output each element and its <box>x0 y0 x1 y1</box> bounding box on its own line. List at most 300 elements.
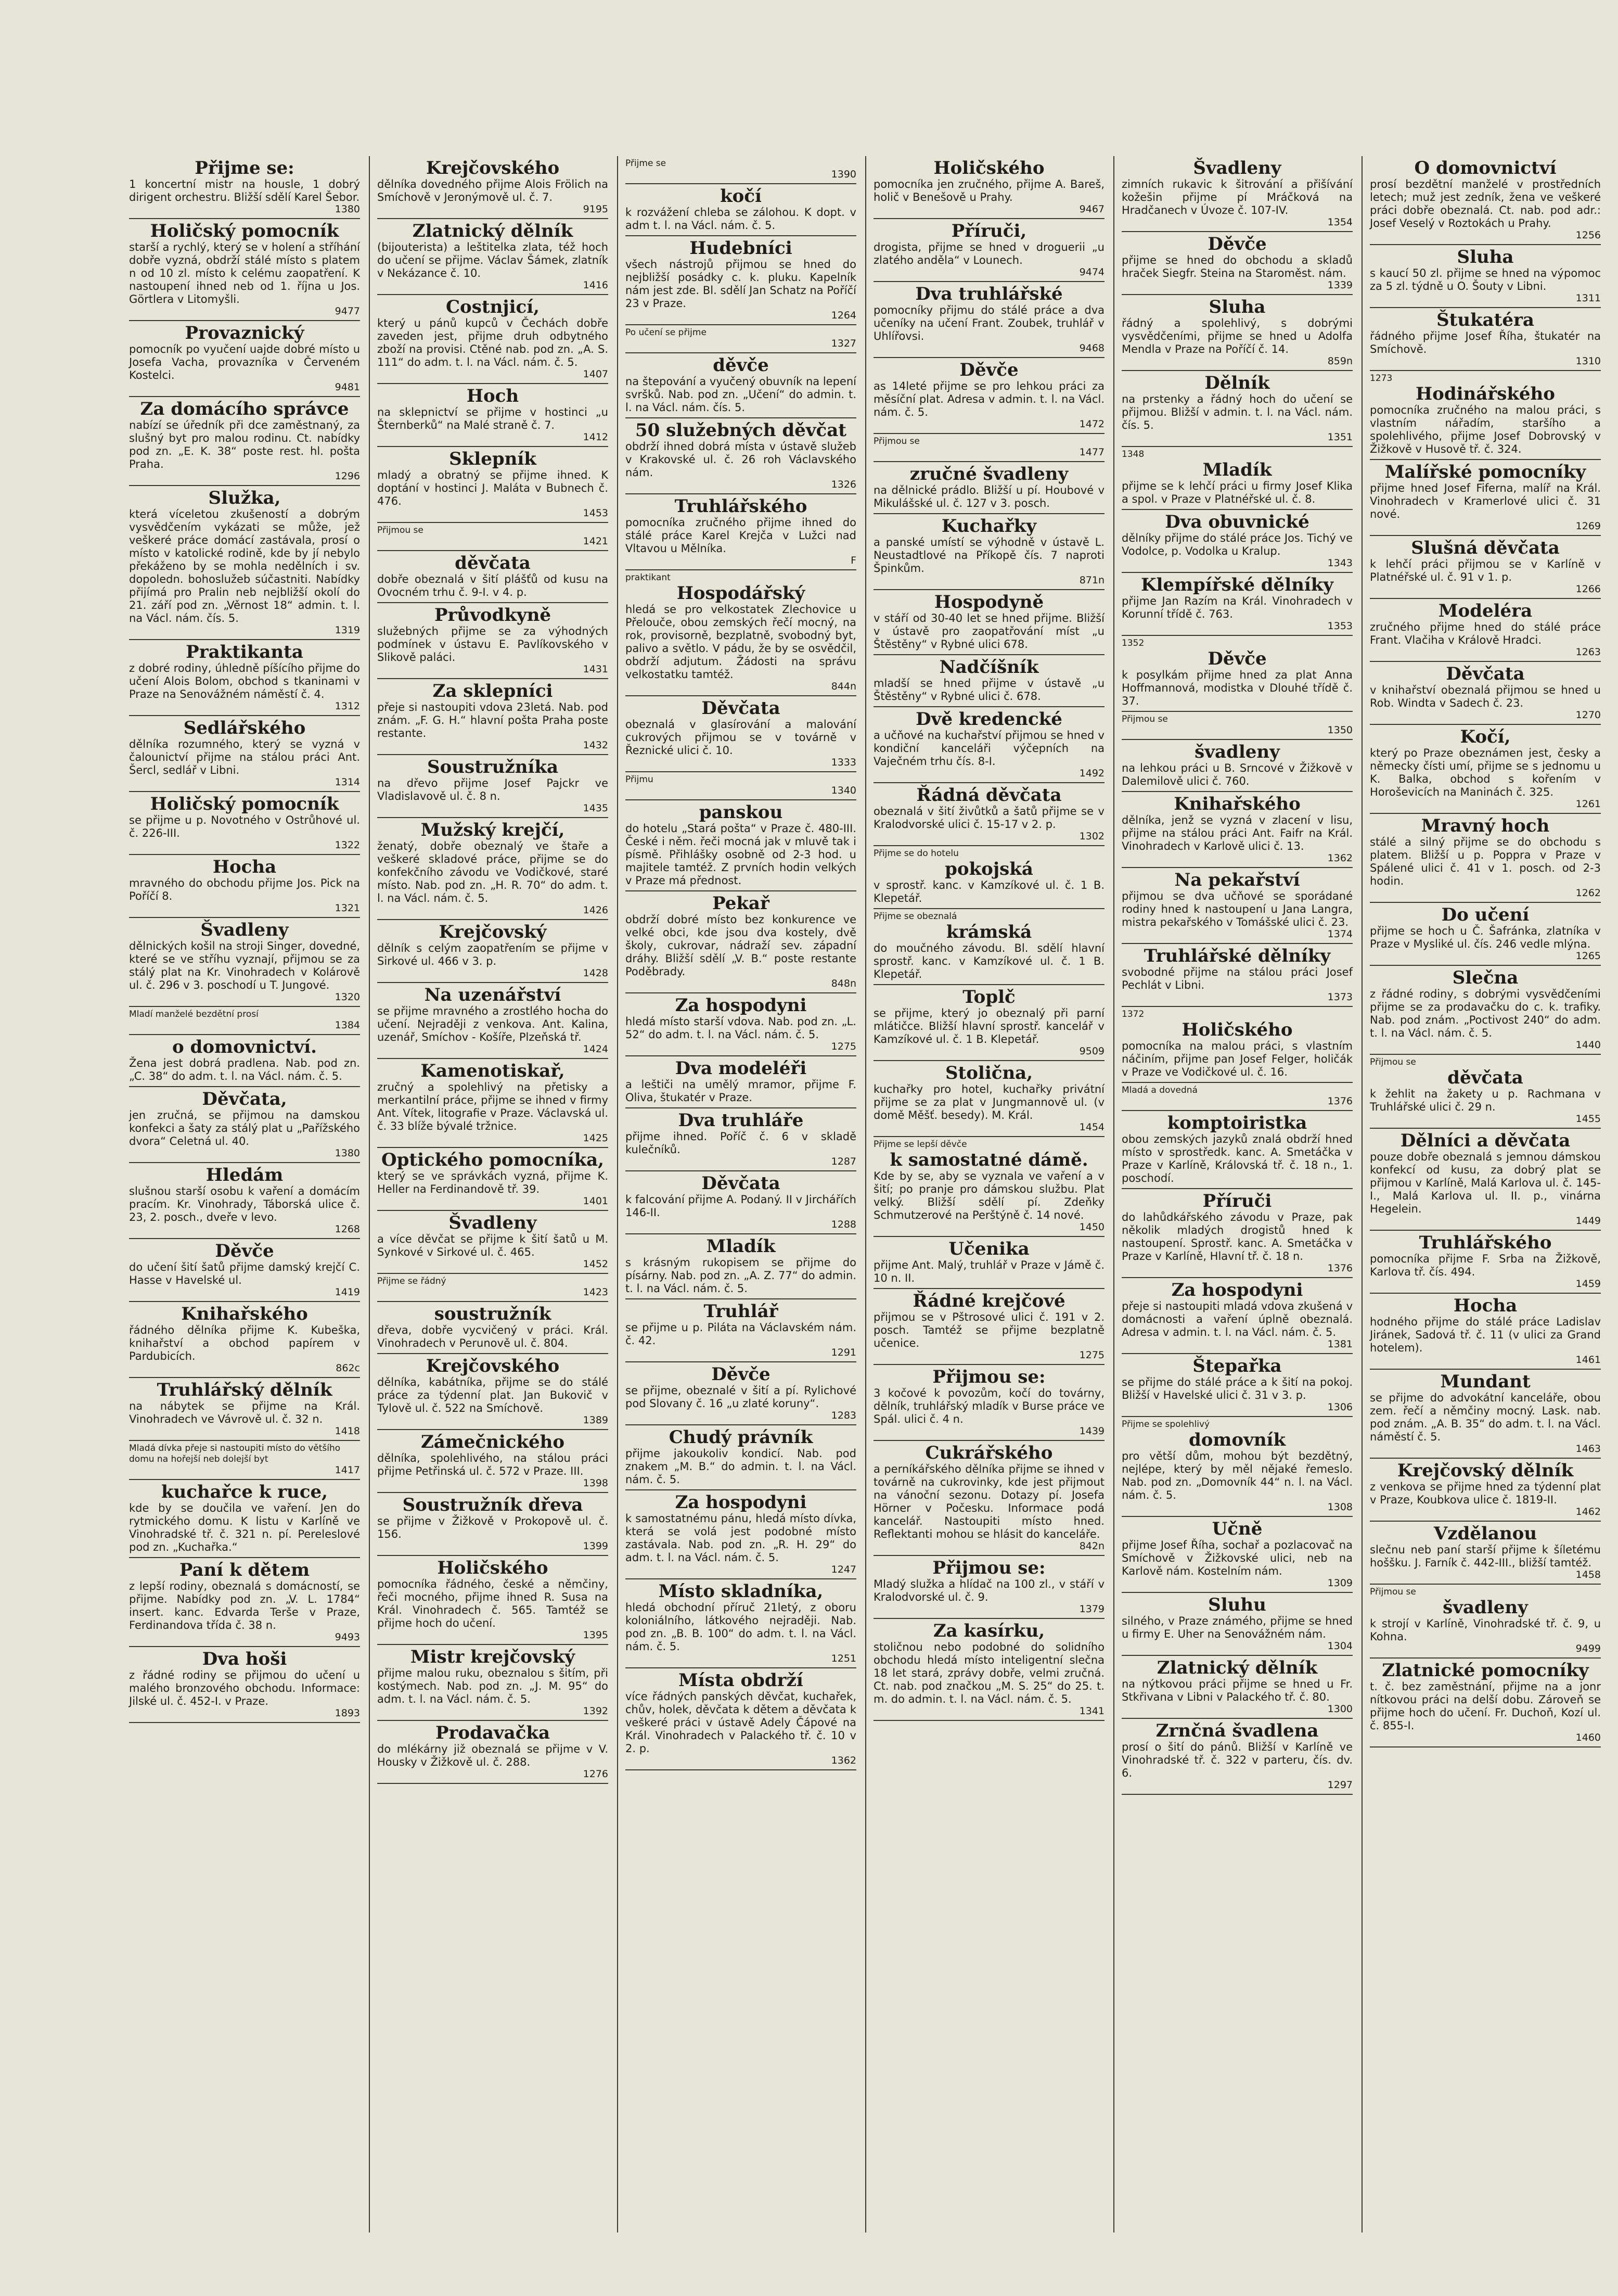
ad-body-text: k žehlit na žakety u p. Rachmana v Truhlářské ulici č. 29 n. <box>1370 1088 1601 1113</box>
classified-ad <box>377 983 608 1059</box>
classified-ad <box>377 1274 608 1302</box>
ad-number: 1265 <box>1575 950 1601 962</box>
classified-ad <box>129 156 360 219</box>
ad-number: 848n <box>831 978 856 989</box>
ad-kicker: Přijme se lepší děvče <box>874 1139 967 1150</box>
classified-ad <box>625 418 856 494</box>
ad-headline: Místa obdrží <box>678 1670 803 1691</box>
classified-ad <box>625 772 856 800</box>
ad-kicker: Přijme se spolehlivý <box>1122 1419 1210 1430</box>
ad-body-text: Žena jest dobrá pradlena. Nab. pod zn. „C. 38“ do adm. t. l. na Václ. nám. č. 5. <box>129 1057 360 1082</box>
ad-headline: Na uzenářství <box>424 985 561 1005</box>
classified-ad <box>874 358 1105 434</box>
ad-body-text: stálé a silný přijme se do obchodu s platem. Bližší u p. Poppra v Praze v Spálené ulici č. 41 v 1. posch. od 2-3 hodin. <box>1370 836 1601 887</box>
ad-number: 1304 <box>1327 1640 1353 1652</box>
ad-number: 844n <box>831 681 856 692</box>
ad-headline: Zrnčná švadlena <box>1155 1720 1319 1741</box>
ad-headline: Pekař <box>712 893 769 914</box>
classified-ad <box>1122 232 1353 295</box>
classified-ad <box>377 603 608 679</box>
ad-body-text: pomocníka řádného, české a němčiny, řeči mocného, přijme ihned R. Susa na Král. Vinohradech č. 565. Tamtéž se přijme hoch do učení. <box>377 1578 608 1629</box>
ad-headline: 50 služebných děvčat <box>635 420 846 441</box>
ad-headline: Děvče <box>215 1241 274 1261</box>
ad-headline: Mužský krejčí, <box>420 820 565 840</box>
ad-body-text: k posylkám přijme hned za plat Anna Hoffmannová, modistka v Dlouhé třídě č. 37. <box>1122 669 1353 707</box>
classified-ad <box>1370 245 1601 308</box>
ad-body-text: mladý a obratný se přijme ihned. K doptání v hostinci J. Malátа v Bubnech č. 476. <box>377 469 608 507</box>
ad-body-text: přeje si nastoupiti mladá vdova zkušená v domácnosti a vaření úplně obeznalá. Adresa v admin. t. l. na Václ. nám. č. 5. <box>1122 1300 1353 1338</box>
ad-number: 1439 <box>1079 1425 1105 1437</box>
ad-kicker: Přijmou se <box>874 436 920 447</box>
ad-headline: Mladík <box>1202 460 1272 480</box>
classified-ad <box>625 800 856 891</box>
ad-body-text: obeznalá v šití živůtků a šatů přijme se v Kralodvorské ulici č. 15-17 v 2. p. <box>874 805 1105 831</box>
ad-body-text: s kaucí 50 zl. přijme se hned na výpomoc za 5 zl. týdně u O. Šouty v Libni. <box>1370 267 1601 292</box>
ad-body-text: k rozvážení chleba se zálohou. K dopt. v adm t. l. na Václ. nám. č. 5. <box>625 206 856 232</box>
ad-headline: Praktikanta <box>186 642 303 662</box>
classified-ad <box>377 818 608 920</box>
ad-headline: Costnjicí, <box>446 297 540 317</box>
ad-headline: Služka, <box>208 488 281 508</box>
ad-body-text: dělnických košil na stroji Singer, dovedné, které se ve stříhu vyznají, přijmou se za stálý plat na Kr. Vinohradech v Kolárově ul. č. 296 v 3. poschodí u T. Jungové. <box>129 940 360 991</box>
ad-headline: Švadleny <box>448 1213 537 1233</box>
ad-body-text: na dřevo přijme Josef Pajckr ve Vladislavově ul. č. 8 n. <box>377 777 608 802</box>
ad-number: 1319 <box>335 624 360 636</box>
classified-ad <box>377 295 608 384</box>
classified-ad <box>1370 1459 1601 1522</box>
classified-ad <box>1122 740 1353 792</box>
ad-number: 1283 <box>831 1410 856 1421</box>
ad-number: 1311 <box>1575 292 1601 304</box>
ad-body-text: hledá obchodní příruč 21letý, z oboru koloniálního, látkového nejraději. Nab. pod zn. „B. B. 100“ do adm. t. l. na Václ. nám. č. 5. <box>625 1601 856 1653</box>
ad-headline: o domovnictví. <box>172 1037 317 1057</box>
ad-number: 9493 <box>335 1631 360 1643</box>
ad-body-text: dělníka rozumného, který se vyzná v čalounictví přijme na stálou práci Ant. Šercl, sedlář v Libni. <box>129 738 360 776</box>
ad-body-text: který se ve správkách vyzná, přijme K. Heller na Ferdinandově tř. 39. <box>377 1170 608 1195</box>
classified-ad <box>1122 1517 1353 1593</box>
ad-body-text: pomocníka zručného přijme ihned do stálé práce Karel Krejča v Lužci nad Vltavou u Mělníka. <box>625 516 856 555</box>
ad-number: 1426 <box>583 904 608 916</box>
ad-number: 1440 <box>1575 1039 1601 1051</box>
ad-body-text: hledá místo starší vdova. Nab. pod zn. „L. 52“ do adm. t. l. na Václ. nám. č. 5. <box>625 1015 856 1041</box>
ad-number: 1389 <box>583 1414 608 1426</box>
ad-body-text: a perníkářského dělníka přijme se ihned v továrně na cukrovinky, kde jest přijmout na vánoční sezonu. Dotazy pí. Josefa Hörner v Počesku. Informace podá kancelář. Nastoupiti místo hned. Reflektanti mohou se hlásit do kanceláře. <box>874 1463 1105 1540</box>
ad-body-text: obdrží dobré místo bez konkurence ve velké obci, kde jsou dva kostely, dvě školy, cukrovar, nádraží sev. západní dráhy. Bližší sdělí „V. B.“ poste restante Poděbrady. <box>625 913 856 978</box>
ad-number: F <box>851 555 856 566</box>
classified-ad <box>625 993 856 1056</box>
classified-ad <box>377 384 608 447</box>
ad-number: 1333 <box>831 757 856 768</box>
ad-number: 1380 <box>335 203 360 215</box>
ad-column <box>1366 156 1605 2233</box>
ad-number: 1425 <box>583 1132 608 1144</box>
ad-headline: Děvče <box>1208 234 1267 254</box>
ad-body-text: který u pánů kupců v Čechách dobře zaveden jest, přijme druh odbytného zboží na provisi. Ctěné nab. pod zn. „A. S. 111“ do adm. t. l. na Václ. nám. č. 5. <box>377 317 608 368</box>
ad-number: 1418 <box>335 1425 360 1437</box>
classified-ad <box>625 696 856 772</box>
ad-headline: Přijmou se: <box>932 1558 1046 1578</box>
ad-headline: Příruči, <box>951 221 1027 241</box>
ad-body-text: a více děvčat se přijme k šití šatů u M. Synkové v Sirkové ul. č. 465. <box>377 1233 608 1258</box>
classified-ad <box>377 920 608 983</box>
ad-headline: Hospodyně <box>934 592 1044 613</box>
ad-number: 1287 <box>831 1156 856 1167</box>
ad-body-text: pomocníka přijme F. Srba na Žižkově, Karlova tř. čís. 494. <box>1370 1253 1601 1278</box>
ad-number: 1306 <box>1327 1401 1353 1413</box>
classified-ad <box>1122 1278 1353 1354</box>
classified-ad <box>1122 1719 1353 1795</box>
ad-number: 1417 <box>335 1464 360 1476</box>
classified-ad <box>874 462 1105 514</box>
classified-ad <box>377 1645 608 1721</box>
ad-body-text: se přijme, obeznalé v šití a pí. Rylichové pod Slovany č. 16 „u zlaté koruny“. <box>625 1384 856 1410</box>
ad-headline: Za hospodyni <box>675 1492 807 1513</box>
classified-ad <box>1370 1294 1601 1370</box>
ad-body-text: přijmou se dva učňové se sporádané rodiny hned k nastoupení u Jana Langra, mistra pekařského v Tomášské ulici č. 23. <box>1122 890 1353 928</box>
ad-body-text: z venkova se přijme hned za týdenní plat v Praze, Koubkova ulice č. 1819-II. <box>1370 1481 1601 1506</box>
ad-number: 1270 <box>1575 709 1601 721</box>
ad-body-text: pomocníky přijmu do stálé práce a dva učeníky na učení Frant. Zoubek, truhlář v Uhlířovsi. <box>874 304 1105 342</box>
classified-ad <box>377 1148 608 1211</box>
classified-ad <box>1122 1354 1353 1417</box>
ad-body-text: všech nástrojů přijmou se hned do nejbližší posádky c. k. pluku. Kapelník nám jest zde. Bl. sdělí Jan Schatz na Poříčí 23 v Praze. <box>625 258 856 310</box>
ad-number: 1460 <box>1575 1732 1601 1743</box>
ad-number: 1392 <box>583 1705 608 1717</box>
classified-ad <box>625 891 856 993</box>
classified-ad <box>1370 1522 1601 1585</box>
ad-headline: Hocha <box>212 857 277 877</box>
classified-ad <box>1370 1585 1601 1659</box>
classified-ad <box>129 1378 360 1441</box>
ad-number: 9499 <box>1575 1643 1601 1654</box>
ad-number: 1351 <box>1327 431 1353 443</box>
classified-ad <box>874 1137 1105 1237</box>
classified-ad <box>1122 944 1353 1007</box>
ad-body-text: do učení šití šatů přijme damský krejčí C. Hasse v Havelské ul. <box>129 1261 360 1286</box>
ad-column <box>125 156 364 2233</box>
ad-headline: Švadleny <box>1193 158 1281 178</box>
classified-ad <box>625 1668 856 1770</box>
ad-body-text: přijme Josef Říha, sochař a pozlacovač na Smíchově v Žižkovské ulici, neb na Karlově nám. Kostelním nám. <box>1122 1539 1353 1577</box>
classified-ad <box>129 1480 360 1558</box>
ad-number: 1320 <box>335 991 360 1003</box>
ad-body-text: dělník s celým zaopatřením se přijme v Sirkové ul. 466 v 3. p. <box>377 942 608 967</box>
ad-headline: Sedlářského <box>183 718 306 738</box>
column-divider <box>369 156 370 2233</box>
ad-body-text: slečnu neb paní starší přijme k šíletému hoššku. J. Farník č. 442-III., bližší tamtéž. <box>1370 1544 1601 1569</box>
ad-headline: Dva truhláře <box>678 1110 804 1131</box>
ad-headline: Děvče <box>959 360 1019 380</box>
classified-ad <box>1122 1417 1353 1517</box>
ad-headline: Dělník <box>1204 373 1270 393</box>
ad-number: 1893 <box>335 1707 360 1719</box>
ad-headline: Zlatnický dělník <box>412 221 573 241</box>
classified-ad <box>625 236 856 325</box>
classified-ad <box>874 1061 1105 1137</box>
ad-headline: komptoiristka <box>1167 1113 1307 1133</box>
ad-body-text: jen zručná, se přijmou na damskou konfekci a šaty za stálý plat u „Pařížského dvora“ Celetná ul. 40. <box>129 1109 360 1147</box>
ad-body-text: v stáří od 30-40 let se hned přijme. Bližší v ústavě pro zaopatřování míst „u Štěstěny“ v Rybné ulici 678. <box>874 612 1105 650</box>
ad-body-text: t. č. bez zaměstnání, přijme na a jonr nítkovou práci na delší dobu. Zároveň se přijme hoch do učení. Fr. Duchoň, Kozí ul. č. 855-I. <box>1370 1680 1601 1732</box>
ad-number: 1300 <box>1327 1703 1353 1715</box>
ad-body-text: hodného přijme do stálé práce Ladislav Jiránek, Sadová tř. č. 11 (v ulici za Grand hotelem). <box>1370 1316 1601 1354</box>
ad-kicker: Přijmou se <box>377 525 423 535</box>
ad-headline: Toplč <box>962 987 1016 1007</box>
classified-ad <box>1122 1007 1353 1083</box>
ad-headline: krámská <box>946 922 1032 942</box>
classified-ad <box>129 1302 360 1378</box>
ad-headline: Přijmou se: <box>932 1367 1046 1387</box>
ad-number: 1455 <box>1575 1113 1601 1125</box>
classified-ad <box>625 1425 856 1490</box>
ad-body-text: prosí bezdětní manželé v prostředních letech; muž jest zedník, žena ve veškeré práci dobře obeznalá. Ct. nab. pod adr.: Josef Veselý v Roztokách u Prahy. <box>1370 178 1601 229</box>
classified-ad <box>874 655 1105 707</box>
classified-ad <box>129 321 360 397</box>
ad-number: 1312 <box>335 700 360 712</box>
ad-body-text: z dobré rodiny, úhledně píšícího přijme do učení Alois Bolom, obchod s tkaninami v Praze na Senovážném náměstí č. 4. <box>129 662 360 700</box>
ad-body-text: přijme se k lehčí práci u firmy Josef Klika a spol. v Praze v Platnéřské ul. č. 8. <box>1122 480 1353 505</box>
ad-body-text: zručný a spolehlivý na přetisky a merkantilní práce, přijme se ihned v firmy Ant. Vítek, litografie v Praze. Václavská ul. č. 33 blíže bývalé tržnice. <box>377 1081 608 1132</box>
classified-ad <box>129 855 360 918</box>
ad-body-text: mravného do obchodu přijme Jos. Pick na Poříčí 8. <box>129 877 360 902</box>
ad-headline: Truhlář <box>703 1301 778 1322</box>
ad-number: 1314 <box>335 776 360 788</box>
ad-kicker: Přijmou se <box>1122 714 1168 724</box>
ad-number: 1343 <box>1327 557 1353 569</box>
ad-body-text: kuchařky pro hotel, kuchařky privátní přijme se za plat v Jungmannově ul. (v domě Měšť. besedy). M. Král. <box>874 1083 1105 1121</box>
classified-ad <box>625 494 856 570</box>
ad-body-text: 3 kočové k povozům, kočí do továrny, dělník, truhlářský mladík v Burse práce ve Spál. ulici č. 4 n. <box>874 1387 1105 1425</box>
classified-ad <box>625 1108 856 1171</box>
classified-ad <box>129 1035 360 1087</box>
ad-number: 1449 <box>1575 1215 1601 1227</box>
classified-ad <box>625 1056 856 1108</box>
classified-ad <box>874 282 1105 358</box>
ad-number: 862c <box>336 1362 360 1374</box>
classified-ad <box>129 716 360 792</box>
ad-headline: Štukatéra <box>1436 310 1534 330</box>
classified-ad <box>625 156 856 184</box>
classified-ad <box>129 1647 360 1723</box>
ad-kicker: 1273 <box>1370 373 1393 384</box>
ad-headline: Knihařského <box>1174 794 1301 814</box>
ad-headline: Dva hoši <box>202 1649 287 1669</box>
classified-ad <box>1370 662 1601 725</box>
ad-body-text: svobodné přijme na stálou práci Josef Pechlát v Libni. <box>1122 966 1353 991</box>
classified-ad <box>129 918 360 1007</box>
ad-body-text: se přijme u p. Piláta na Václavském nám. č. 42. <box>625 1321 856 1347</box>
ad-body-text: drogista, přijme se hned v droguerii „u zlatého anděla“ v Lounech. <box>874 241 1105 266</box>
ad-body-text: Mladý služka a hlídač na 100 zl., v stáří v Kralodvorské ul. č. 9. <box>874 1578 1105 1603</box>
ad-headline: Dvě kredencké <box>916 709 1062 730</box>
ad-headline: Zámečnického <box>420 1432 565 1452</box>
ad-body-text: přijme Jan Razím na Král. Vinohradech v Korunní třídě č. 763. <box>1122 595 1353 620</box>
classified-ad <box>377 447 608 523</box>
ad-headline: Truhlářského <box>674 496 807 517</box>
ad-kicker: Přijme se do hotelu <box>874 848 959 859</box>
classified-ad <box>129 792 360 855</box>
ad-kicker: Přijme se řádný <box>377 1276 446 1286</box>
ad-number: 1327 <box>831 338 856 349</box>
ad-number: 1431 <box>583 664 608 675</box>
ad-body-text: zimních rukavic k šitrování a přišívání kožešin přijme pí Mráčková na Hradčanech v Úvoze č. 107-IV. <box>1122 178 1353 216</box>
ad-body-text: k lehčí práci přijmou se v Karlíně v Platnéřské ul. č. 91 v 1. p. <box>1370 558 1601 583</box>
ad-number: 9468 <box>1079 342 1105 354</box>
ad-headline: k samostatné dámě. <box>890 1150 1088 1170</box>
ad-kicker: Mladí manželé bezdětní prosí <box>129 1009 259 1019</box>
ad-headline: Hospodářský <box>676 583 805 604</box>
ad-body-text: se přijme v Žižkově v Prokopově ul. č. 156. <box>377 1515 608 1540</box>
ad-number: 1264 <box>831 310 856 321</box>
ad-number: 9477 <box>335 305 360 317</box>
classified-ad <box>1122 868 1353 944</box>
ad-body-text: přijme ihned. Poříč č. 6 v skladě kulečníků. <box>625 1130 856 1156</box>
classified-ad <box>1122 295 1353 371</box>
ad-body-text: dělníka, spolehlivého, na stálou práci přijme Petřinská ul. č. 572 v Praze. III. <box>377 1452 608 1477</box>
ad-headline: Holičského <box>437 1558 548 1578</box>
classified-ad <box>874 156 1105 219</box>
classified-ad <box>1122 510 1353 573</box>
ad-number: 1353 <box>1327 620 1353 632</box>
classified-ad <box>1122 1189 1353 1278</box>
ad-number: 1459 <box>1575 1278 1601 1290</box>
ad-number: 1256 <box>1575 229 1601 241</box>
ad-body-text: 1 koncertní mistr na housle, 1 dobrý dirigent orchestru. Bližší sdělí Karel Šebor. <box>129 178 360 203</box>
ad-number: 1310 <box>1575 355 1601 367</box>
ad-headline: Děvče <box>1208 648 1267 669</box>
ad-body-text: řádný a spolehlivý, s dobrými vysvědčeními, přijme se hned u Adolfa Mendla v Praze na Poříčí č. 14. <box>1122 317 1353 355</box>
classified-ad <box>129 1441 360 1480</box>
classified-ad <box>1370 1370 1601 1459</box>
ad-number: 1309 <box>1327 1577 1353 1589</box>
ad-number: 1432 <box>583 739 608 751</box>
ad-number: 1354 <box>1327 216 1353 228</box>
ad-headline: Soustružníka <box>427 757 558 777</box>
ad-body-text: Kde by se, aby se vyznala ve vaření a v šití; po pranje pro dámskou službu. Plat velký. Bližší sdělí pí. Zdeňky Schmutzerové na Perštýně č. 14 nové. <box>874 1170 1105 1221</box>
ad-body-text: ženatý, dobře obeznalý ve štaře a veškeré skladové práce, přijme se do konfekčního závodu ve Vodičkové, staré místo. Nab. pod zn. „H. R. 70“ do adm. t. l. na Václ. nám. č. 5. <box>377 840 608 904</box>
ad-headline: Za kasírku, <box>933 1621 1045 1641</box>
ad-headline: děvče <box>713 355 769 376</box>
classified-ad <box>625 1299 856 1362</box>
ad-body-text: řádného dělníka přijme K. Kubeška, knihařství a obchod papírem v Pardubicích. <box>129 1324 360 1362</box>
ad-number: 871n <box>1079 575 1105 586</box>
column-divider <box>865 156 866 2233</box>
ad-headline: Holičského <box>933 158 1045 178</box>
classified-ad <box>377 156 608 219</box>
ad-number: 1288 <box>831 1219 856 1230</box>
classified-ad <box>377 219 608 295</box>
ad-body-text: přijme malou ruku, obeznalou s šitím, při kostýmech. Nab. pod zn. „J. M. 95“ do adm. t. l. na Václ. nám. č. 5. <box>377 1667 608 1705</box>
ad-headline: švadleny <box>1195 742 1280 762</box>
ad-number: 1291 <box>831 1347 856 1358</box>
classified-ad <box>874 985 1105 1061</box>
classified-ad <box>1370 1129 1601 1231</box>
classified-ad <box>129 397 360 486</box>
ad-body-text: na lehkou práci u B. Srncové v Žižkově v Dalemilově ulici č. 760. <box>1122 762 1353 787</box>
classified-ad <box>1122 1083 1353 1111</box>
ad-headline: Příruči <box>1202 1191 1272 1211</box>
ad-number: 1321 <box>335 902 360 914</box>
ad-kicker: Přijme se obeznalá <box>874 911 957 922</box>
ad-number: 1384 <box>335 1019 360 1031</box>
newspaper-page <box>125 156 1618 2233</box>
ad-body-text: přeje si nastoupiti vdova 23letá. Nab. pod znám. „F. G. H.“ hlavní pošta Praha poste restante. <box>377 701 608 739</box>
ad-kicker: Přijmou se <box>1370 1057 1416 1067</box>
ad-number: 1374 <box>1327 928 1353 940</box>
ad-number: 859n <box>1327 355 1353 367</box>
ad-body-text: s krásným rukopisem se přijme do písárny. Nab. pod zn. „A. Z. 77“ do admin. t. l. na Václ. nám. č. 5. <box>625 1256 856 1295</box>
ad-body-text: pomocník po vyučení uajde dobré místo u Josefa Vacha, provazníka v Červeném Kostelci. <box>129 343 360 381</box>
ad-number: 1263 <box>1575 646 1601 658</box>
classified-ad <box>1370 371 1601 460</box>
ad-number: 1461 <box>1575 1354 1601 1366</box>
classified-ad <box>377 1302 608 1354</box>
ad-headline: Učně <box>1212 1519 1263 1539</box>
ad-number: 1421 <box>583 535 608 547</box>
ad-headline: Děvčata <box>1446 664 1525 684</box>
ad-number: 1266 <box>1575 583 1601 595</box>
ad-body-text: dělníky přijme do stálé práce Jos. Tichý ve Vodolce, p. Vodolka u Kralup. <box>1122 532 1353 557</box>
ad-headline: Za hospodyni <box>1171 1280 1303 1300</box>
ad-body-text: přijme Ant. Malý, truhlář v Praze v Jámě č. 10 n. II. <box>874 1259 1105 1284</box>
classified-ad <box>377 679 608 755</box>
ad-headline: Dělníci a děvčata <box>1400 1130 1571 1151</box>
ad-headline: Sluha <box>1209 297 1266 317</box>
ad-number: 1458 <box>1575 1569 1601 1580</box>
ad-number: 1472 <box>1079 418 1105 430</box>
ad-number: 1407 <box>583 368 608 380</box>
ad-number: 1341 <box>1079 1705 1105 1717</box>
classified-ad <box>377 551 608 603</box>
ad-headline: Holičský pomocník <box>150 221 339 241</box>
column-divider <box>617 156 618 2233</box>
classified-ad <box>1122 1111 1353 1189</box>
classified-ad <box>377 523 608 551</box>
classified-ad <box>1122 573 1353 636</box>
ad-headline: Děvčata <box>701 1173 780 1194</box>
ad-headline: Hocha <box>1453 1295 1518 1316</box>
classified-ad <box>1370 1231 1601 1294</box>
classified-ad <box>1122 371 1353 447</box>
ad-number: 1261 <box>1575 798 1601 810</box>
ad-body-text: dřeva, dobře vycvičený v práci. Král. Vinohradech v Perunově ul. č. 804. <box>377 1324 608 1349</box>
classified-ad <box>625 325 856 353</box>
ad-number: 1423 <box>583 1286 608 1298</box>
ad-body-text: dobře obeznalá v šití plášťů od kusu na Ovocném trhu č. 9-I. v 4. p. <box>377 573 608 598</box>
ad-number: 1390 <box>831 169 856 180</box>
classified-ad <box>625 184 856 236</box>
ad-number: 1362 <box>831 1755 856 1766</box>
ad-column <box>1118 156 1357 2233</box>
ad-headline: Kočí, <box>1460 726 1511 747</box>
ad-body-text: obou zemských jazyků znalá obdrží hned místo v sprostředk. kanc. A. Smetáčka v Praze v Karlíně, Královská tř. č. 18 n., 1. poschodí. <box>1122 1133 1353 1184</box>
ad-headline: Mistr krejčovský <box>410 1647 575 1667</box>
ad-headline: Klempířské dělníky <box>1140 575 1334 595</box>
ad-headline: Za sklepníci <box>432 681 553 701</box>
ad-body-text: pomocníka na malou práci, s vlastním náčiním, přijme pan Josef Felger, holičák v Praze ve Vodičkové ul. č. 16. <box>1122 1040 1353 1078</box>
ad-headline: Mladík <box>706 1236 776 1257</box>
ad-number: 9509 <box>1079 1045 1105 1057</box>
ad-headline: Dva truhlářské <box>915 284 1063 304</box>
ad-headline: Krejčovský dělník <box>1397 1460 1574 1481</box>
ad-column <box>373 156 612 2233</box>
ad-body-text: více řádných panských děvčat, kuchařek, chův, holek, děvčata k dětem a děvčata k veškeré práci v ústavě Adely Čápové na Král. Vinohradech v Palackého tř. č. 10 v 2. p. <box>625 1690 856 1755</box>
ad-body-text: se přijme do advokátní kanceláře, obou zem. řečí a němčiny mocný. Lask. nab. pod znám. „A. B. 35“ do adm. t. l. na Václ. náměstí č. 5. <box>1370 1392 1601 1443</box>
ad-headline: Modeléra <box>1438 601 1533 621</box>
classified-ad <box>1370 903 1601 966</box>
ad-headline: Místo skladníka, <box>658 1581 824 1602</box>
classified-ad <box>1370 156 1601 245</box>
